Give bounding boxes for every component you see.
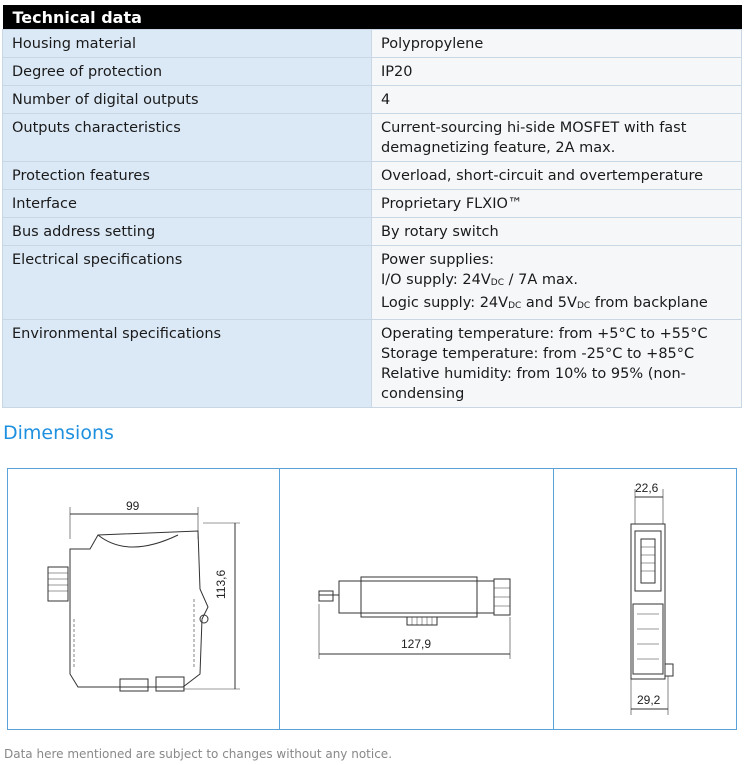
dc-subscript: DC [490,278,504,288]
side-height-label: 113,6 [214,569,228,599]
value-line: Power supplies: [381,252,495,268]
dc-subscript: DC [508,301,522,311]
top-length-label: 127,9 [401,637,432,651]
table-row [3,320,742,408]
value-line: demagnetizing feature, 2A max. [381,140,616,156]
row-value: 4 [372,86,742,114]
row-label: Number of digital outputs [3,86,372,114]
table-row [3,218,742,246]
row-value [372,320,742,408]
top-view-panel [279,469,554,729]
footer-note: Data here mentioned are subject to changes without any notice. [4,747,393,761]
side-view-drawing [8,469,279,731]
technical-data-table [2,5,742,408]
table-row [3,58,742,86]
io-supply-prefix: I/O supply: 24V [381,272,491,288]
value-line: Relative humidity: from 10% to 95% (non- [381,366,686,382]
row-label: Electrical specifications [3,246,372,320]
value-line: Operating temperature: from +5°C to +55°C [381,326,708,342]
top-view-drawing [279,469,553,731]
table-row [3,30,742,58]
value-line: Current-sourcing hi-side MOSFET with fast [381,120,687,136]
row-label: Housing material [3,30,372,58]
row-value: Polypropylene [372,30,742,58]
front-view-drawing [553,469,736,731]
table-row [3,86,742,114]
row-value [372,246,742,320]
row-label: Environmental specifications [3,320,372,408]
row-value [372,114,742,162]
row-value: Proprietary FLXIO™ [372,190,742,218]
io-supply-suffix: / 7A max. [503,272,579,288]
front-bottom-width-label: 29,2 [637,693,661,707]
row-label: Degree of protection [3,58,372,86]
front-top-width-label: 22,6 [635,481,659,495]
dimensions-drawing-frame [7,468,737,730]
side-width-label: 99 [126,499,140,513]
row-label: Interface [3,190,372,218]
value-line: Storage temperature: from -25°C to +85°C [381,346,695,362]
table-row [3,246,742,320]
row-value: IP20 [372,58,742,86]
technical-data-header: Technical data [3,5,742,30]
table-row [3,190,742,218]
front-view-panel [553,469,736,729]
row-value: Overload, short-circuit and overtemperature [372,162,742,190]
logic-suffix: from backplane [590,295,708,311]
table-row [3,114,742,162]
dimensions-heading: Dimensions [3,422,114,444]
row-label: Protection features [3,162,372,190]
row-value: By rotary switch [372,218,742,246]
value-line [381,293,732,316]
row-label: Bus address setting [3,218,372,246]
logic-mid: and 5V [521,295,577,311]
side-view-panel [8,469,280,729]
logic-prefix: Logic supply: 24V [381,295,509,311]
value-line: condensing [381,386,465,402]
row-label: Outputs characteristics [3,114,372,162]
value-line [381,270,732,293]
table-row [3,162,742,190]
dc-subscript: DC [576,301,591,311]
